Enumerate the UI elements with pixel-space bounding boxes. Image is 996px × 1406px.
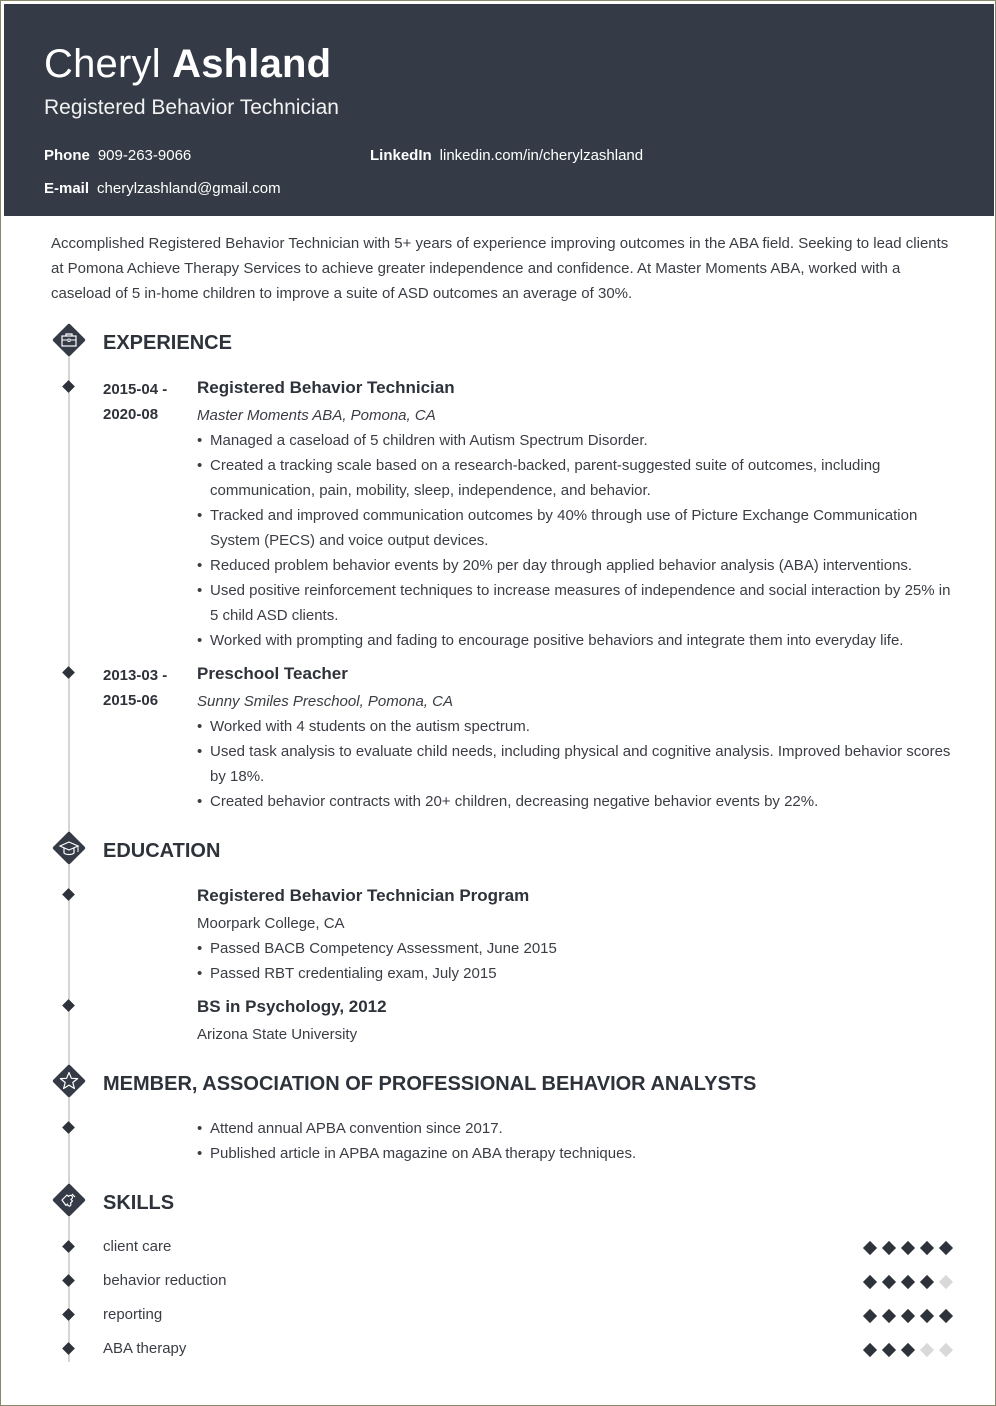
job-title: Registered Behavior Technician [197, 378, 455, 397]
last-name: Ashland [172, 42, 332, 86]
candidate-name [44, 42, 331, 87]
skill-rating [861, 1275, 957, 1289]
list-item: • Worked with 4 students on the autism spectrum. [197, 714, 957, 739]
rating-empty-icon [939, 1343, 953, 1357]
rating-filled-icon [901, 1309, 915, 1323]
contact-phone [44, 147, 191, 164]
first-name: Cheryl [44, 42, 161, 86]
list-item: • Worked with prompting and fading to encourage positive behaviors and integrate them into everyday life. [197, 628, 957, 653]
linkedin-label: LinkedIn [370, 147, 432, 164]
job-bullets [197, 714, 957, 814]
linkedin-value[interactable]: linkedin.com/in/cherylzashland [439, 147, 644, 164]
rating-filled-icon [920, 1309, 934, 1323]
job-org: Master Moments ABA, Pomona, CA [197, 407, 436, 424]
timeline-dot [62, 1342, 75, 1355]
list-item: • Attend annual APBA convention since 2017. [197, 1116, 957, 1141]
phone-label: Phone [44, 147, 90, 164]
timeline-dot [62, 1274, 75, 1287]
contact-email [44, 180, 281, 197]
list-item: • Managed a caseload of 5 children with Autism Spectrum Disorder. [197, 428, 957, 453]
job-date-start: 2013-03 - [103, 667, 168, 684]
rating-filled-icon [863, 1309, 877, 1323]
job-subtitle: Registered Behavior Technician [44, 96, 339, 119]
rating-filled-icon [863, 1241, 877, 1255]
job-date [103, 663, 167, 713]
job-date-start: 2015-04 - [103, 381, 168, 398]
timeline-dot [62, 1121, 75, 1134]
summary-text: Accomplished Registered Behavior Technician with 5+ years of experience improving outcomes in the ABA field. Seeking to lead clients at Pomona Achieve Therapy Services to achieve greater independence and confidence. At Master Moments ABA, worked with a caseload of 5 in-home children to improve a suite of ASD outcomes an average of 30%. [51, 235, 949, 302]
puzzle-icon [49, 1180, 89, 1220]
rating-filled-icon [882, 1309, 896, 1323]
section-title-member: MEMBER, ASSOCIATION OF PROFESSIONAL BEHAVIOR ANALYSTS [103, 1073, 757, 1095]
timeline-dot [62, 1308, 75, 1321]
graduation-cap-icon [49, 828, 89, 868]
list-item: • Passed BACB Competency Assessment, June 2015 [197, 936, 957, 961]
list-item: • Published article in APBA magazine on ABA therapy techniques. [197, 1141, 957, 1166]
timeline-dot [62, 380, 75, 393]
section-title-education: EDUCATION [103, 840, 221, 862]
list-item: • Created behavior contracts with 20+ children, decreasing negative behavior events by 22%. [197, 789, 957, 814]
list-item: • Used positive reinforcement techniques to increase measures of independence and social interaction by 25% in 5 child ASD clients. [197, 578, 957, 628]
rating-filled-icon [901, 1343, 915, 1357]
skill-rating [861, 1309, 957, 1323]
rating-filled-icon [920, 1275, 934, 1289]
section-title-experience: EXPERIENCE [103, 332, 232, 354]
briefcase-icon [49, 320, 89, 360]
job-title: Preschool Teacher [197, 664, 348, 683]
skill-name: client care [103, 1238, 172, 1255]
school-name: Moorpark College, CA [197, 915, 345, 932]
email-value[interactable]: cherylzashland@gmail.com [97, 180, 281, 197]
job-date-end: 2015-06 [103, 692, 159, 709]
job-date [103, 377, 167, 427]
skill-rating [861, 1343, 957, 1357]
member-bullets [197, 1116, 957, 1166]
rating-filled-icon [863, 1343, 877, 1357]
rating-filled-icon [920, 1241, 934, 1255]
timeline-dot [62, 666, 75, 679]
skill-name: ABA therapy [103, 1340, 187, 1357]
school-name: Arizona State University [197, 1026, 358, 1043]
email-label: E-mail [44, 180, 90, 197]
skill-rating [861, 1241, 957, 1255]
rating-filled-icon [882, 1241, 896, 1255]
timeline-dot [62, 1240, 75, 1253]
job-bullets [197, 428, 957, 653]
phone-value: 909-263-9066 [97, 147, 192, 164]
contact-linkedin [370, 147, 643, 164]
education-bullets [197, 936, 957, 986]
timeline-dot [62, 888, 75, 901]
skill-name: reporting [103, 1306, 163, 1323]
degree-title: Registered Behavior Technician Program [197, 886, 530, 905]
rating-filled-icon [939, 1241, 953, 1255]
rating-empty-icon [939, 1275, 953, 1289]
list-item: • Passed RBT credentialing exam, July 2015 [197, 961, 957, 986]
list-item: • Created a tracking scale based on a research-backed, parent-suggested suite of outcomes, including communication, pain, mobility, sleep, independence, and behavior. [197, 453, 957, 503]
rating-filled-icon [882, 1275, 896, 1289]
rating-empty-icon [920, 1343, 934, 1357]
skill-name: behavior reduction [103, 1272, 227, 1289]
job-org: Sunny Smiles Preschool, Pomona, CA [197, 693, 453, 710]
list-item: • Reduced problem behavior events by 20% per day through applied behavior analysis (ABA) interventions. [197, 553, 957, 578]
list-item: • Used task analysis to evaluate child needs, including physical and cognitive analysis. Improved behavior scores by 18%. [197, 739, 957, 789]
rating-filled-icon [882, 1343, 896, 1357]
section-title-skills: SKILLS [103, 1192, 175, 1214]
resume-header [4, 4, 994, 216]
timeline-dot [62, 999, 75, 1012]
list-item: • Tracked and improved communication outcomes by 40% through use of Picture Exchange Communication System (PECS) and voice output devices. [197, 503, 957, 553]
degree-title: BS in Psychology, 2012 [197, 997, 387, 1016]
star-icon [49, 1061, 89, 1101]
rating-filled-icon [901, 1241, 915, 1255]
job-date-end: 2020-08 [103, 406, 159, 423]
rating-filled-icon [901, 1275, 915, 1289]
rating-filled-icon [939, 1309, 953, 1323]
rating-filled-icon [863, 1275, 877, 1289]
